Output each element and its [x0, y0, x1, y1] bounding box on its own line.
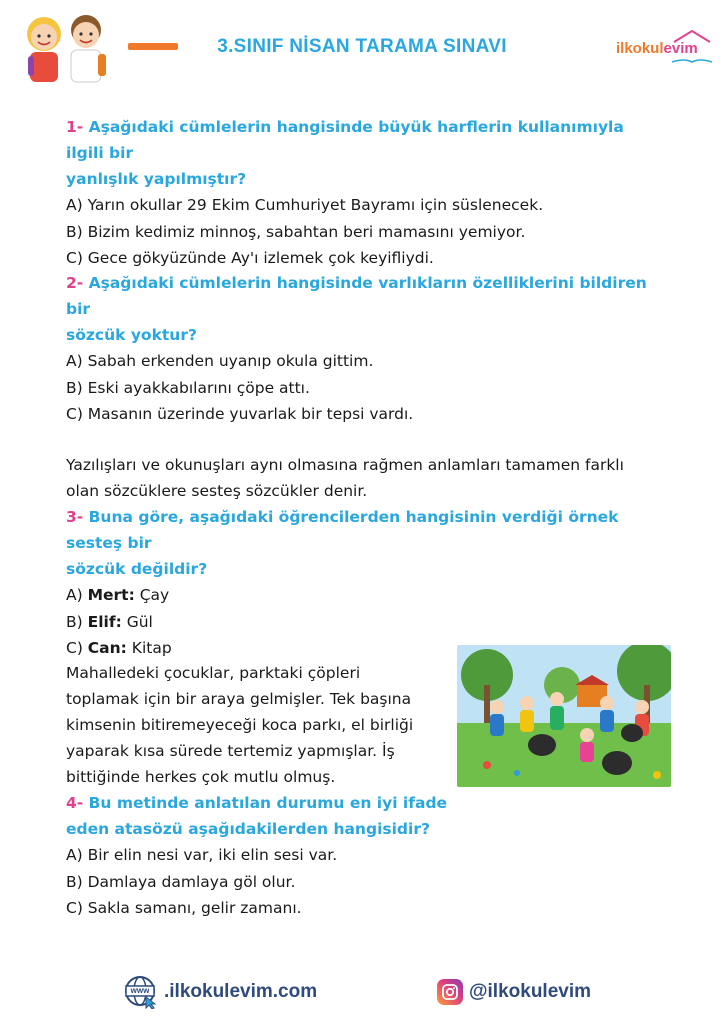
- passage-line: kimsenin bitiremeyeceği koca parkı, el birliği: [66, 716, 414, 734]
- passage-line: Mahalledeki çocuklar, parktaki çöpleri: [66, 664, 361, 682]
- question-text-line: Aşağıdaki cümlelerin hangisinde büyük harflerin kullanımıyla ilgili bir: [66, 118, 624, 162]
- www-label: www: [130, 986, 150, 995]
- option-b[interactable]: B) Damlaya damlaya göl olur.: [66, 872, 296, 891]
- question-4-prompt: [66, 790, 666, 842]
- option-prefix: B): [66, 612, 88, 631]
- logo-word-1: ilkokul: [616, 40, 664, 57]
- instagram-handle: @ilkokulevim: [469, 981, 592, 1002]
- page-title: 3.SINIF NİSAN TARAMA SINAVI: [217, 36, 507, 57]
- passage-line: toplamak için bir araya gelmişler. Tek başına: [66, 690, 412, 708]
- question-number: 1-: [66, 118, 84, 136]
- option-b[interactable]: B) Bizim kedimiz minnoş, sabahtan beri mamasını yemiyor.: [66, 222, 526, 241]
- question-1-prompt: [66, 114, 666, 192]
- option-b[interactable]: [66, 609, 666, 636]
- instagram-icon: [437, 979, 463, 1005]
- passage-line: yaparak kısa sürede tertemiz yapmışlar. İş: [66, 742, 395, 760]
- globe-icon: [124, 975, 158, 1009]
- website-link[interactable]: [124, 975, 317, 1009]
- question-text-line: eden atasözü aşağıdakilerden hangisidir?: [66, 820, 430, 838]
- option-a[interactable]: A) Yarın okullar 29 Ekim Cumhuriyet Bayramı için süslenecek.: [66, 196, 544, 214]
- question-number: 2-: [66, 274, 84, 292]
- question-text-line: Aşağıdaki cümlelerin hangisinde varlıkların özelliklerini bildiren bir: [66, 274, 647, 318]
- instagram-link[interactable]: [437, 975, 591, 1009]
- question-number: 3-: [66, 508, 84, 526]
- logo-word-2: evim: [663, 40, 698, 57]
- question-text-line: sözcük değildir?: [66, 560, 208, 578]
- option-c[interactable]: C) Gece gökyüzünde Ay'ı izlemek çok keyifliydi.: [66, 249, 434, 267]
- option-c[interactable]: C) Masanın üzerinde yuvarlak bir tepsi vardı.: [66, 405, 414, 423]
- question-number: 4-: [66, 794, 84, 812]
- student-name: Can:: [87, 639, 127, 657]
- question-text-line: Bu metinde anlatılan durumu en iyi ifade: [83, 794, 448, 812]
- park-cleanup-illustration: [457, 645, 671, 787]
- question-text-line: yanlışlık yapılmıştır?: [66, 170, 247, 188]
- option-a[interactable]: [66, 582, 666, 609]
- example-word: Çay: [134, 586, 170, 604]
- student-name: Elif:: [87, 612, 122, 631]
- option-prefix: A): [66, 586, 88, 604]
- option-a[interactable]: A) Sabah erkenden uyanıp okula gittim.: [66, 352, 374, 370]
- website-text: .ilkokulevim.com: [164, 981, 318, 1002]
- question-3-intro: [66, 452, 666, 504]
- question-text-line: Buna göre, aşağıdaki öğrencilerden hangisinin verdiği örnek sesteş bir: [66, 508, 619, 552]
- passage-line: bittiğinde herkes çok mutlu olmuş.: [66, 768, 336, 786]
- question-2: [66, 270, 666, 428]
- option-b[interactable]: B) Eski ayakkabılarını çöpe attı.: [66, 378, 310, 397]
- example-word: Kitap: [126, 639, 172, 657]
- question-3: [66, 452, 666, 662]
- question-2-prompt: [66, 270, 666, 348]
- option-c[interactable]: C) Sakla samanı, gelir zamanı.: [66, 899, 302, 917]
- example-word: Gül: [121, 612, 153, 631]
- intro-line: Yazılışları ve okunuşları aynı olmasına rağmen anlamları tamamen farklı: [66, 456, 624, 474]
- question-1: [66, 114, 666, 272]
- intro-line: olan sözcüklere sesteş sözcükler denir.: [66, 482, 368, 500]
- question-3-prompt: [66, 504, 666, 582]
- question-4: [66, 790, 666, 922]
- student-name: Mert:: [87, 586, 135, 604]
- site-logo: [612, 28, 716, 68]
- option-a[interactable]: A) Bir elin nesi var, iki elin sesi var.: [66, 846, 338, 864]
- question-4-passage: [66, 660, 436, 790]
- option-prefix: C): [66, 639, 88, 657]
- question-text-line: sözcük yoktur?: [66, 326, 197, 344]
